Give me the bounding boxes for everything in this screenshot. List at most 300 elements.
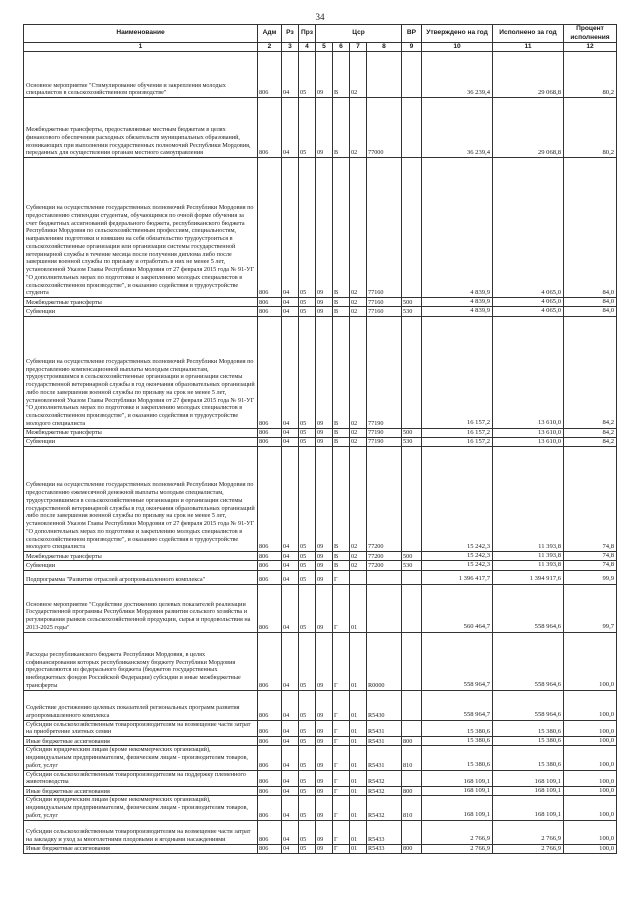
cell-rz: 04 — [282, 298, 299, 307]
cell-csr-1: 09 — [316, 770, 333, 787]
table-row — [24, 820, 617, 844]
cell-rz: 04 — [282, 737, 299, 746]
cell-csr-2: В — [333, 158, 350, 298]
cell-prz: 05 — [299, 561, 316, 570]
cell-approved: 36 239,4 — [422, 52, 493, 98]
cell-vr — [402, 158, 422, 298]
cell-csr-2: В — [333, 552, 350, 561]
col-number: 7 — [350, 43, 367, 52]
cell-name: Субсидии сельскохозяйственным товаропроизводителям на возмещение части затрат на приобретение элитных семян — [24, 720, 258, 737]
cell-csr-1: 09 — [316, 307, 333, 316]
cell-csr-3: 01 — [350, 844, 367, 853]
cell-executed: 11 393,8 — [493, 552, 564, 561]
cell-csr-2: Г — [333, 820, 350, 844]
cell-csr-1: 09 — [316, 561, 333, 570]
cell-executed: 2 766,9 — [493, 844, 564, 853]
cell-csr-4: R5432 — [367, 796, 402, 820]
cell-executed: 13 610,0 — [493, 437, 564, 446]
cell-name: Межбюджетные трансферты — [24, 298, 258, 307]
cell-prz: 05 — [299, 570, 316, 584]
cell-prz: 05 — [299, 844, 316, 853]
cell-csr-4: R5430 — [367, 690, 402, 720]
cell-csr-3: 01 — [350, 746, 367, 770]
cell-percent: 100,0 — [564, 737, 617, 746]
table-row — [24, 737, 617, 746]
cell-csr-3: 02 — [350, 552, 367, 561]
cell-percent: 84,2 — [564, 437, 617, 446]
cell-csr-1: 09 — [316, 746, 333, 770]
cell-vr — [402, 52, 422, 98]
cell-csr-4: R5431 — [367, 720, 402, 737]
cell-rz: 04 — [282, 746, 299, 770]
cell-csr-1: 09 — [316, 787, 333, 796]
cell-csr-3: 02 — [350, 98, 367, 158]
cell-executed: 15 380,6 — [493, 746, 564, 770]
cell-csr-4: 77200 — [367, 447, 402, 552]
cell-vr — [402, 98, 422, 158]
cell-rz: 04 — [282, 584, 299, 632]
cell-prz: 05 — [299, 447, 316, 552]
cell-csr-4: 77160 — [367, 307, 402, 316]
cell-prz: 05 — [299, 787, 316, 796]
cell-approved: 4 839,9 — [422, 298, 493, 307]
cell-adm: 806 — [258, 447, 282, 552]
cell-adm: 806 — [258, 632, 282, 690]
table-row — [24, 632, 617, 690]
cell-prz: 05 — [299, 298, 316, 307]
col-header-prz: Прз — [299, 25, 316, 43]
cell-csr-3: 02 — [350, 447, 367, 552]
cell-csr-4: 77190 — [367, 316, 402, 428]
cell-csr-4: R5433 — [367, 844, 402, 853]
cell-name: Иные бюджетные ассигнования — [24, 787, 258, 796]
cell-csr-2: В — [333, 52, 350, 98]
cell-vr: 500 — [402, 298, 422, 307]
cell-name: Основное мероприятие "Стимулирование обучения и закрепления молодых специалистов в сельскохозяйственном производстве" — [24, 52, 258, 98]
cell-adm: 806 — [258, 796, 282, 820]
cell-prz: 05 — [299, 98, 316, 158]
cell-csr-3: 02 — [350, 298, 367, 307]
cell-csr-2: Г — [333, 844, 350, 853]
cell-percent: 84,0 — [564, 298, 617, 307]
cell-rz: 04 — [282, 632, 299, 690]
cell-csr-2: В — [333, 98, 350, 158]
cell-prz: 05 — [299, 428, 316, 437]
cell-executed: 2 766,9 — [493, 820, 564, 844]
cell-csr-1: 09 — [316, 437, 333, 446]
cell-approved: 4 839,9 — [422, 158, 493, 298]
cell-vr: 800 — [402, 787, 422, 796]
cell-approved: 1 396 417,7 — [422, 570, 493, 584]
cell-csr-3: 02 — [350, 158, 367, 298]
cell-vr: 500 — [402, 552, 422, 561]
cell-approved: 2 766,9 — [422, 844, 493, 853]
cell-percent: 74,8 — [564, 561, 617, 570]
cell-name: Субсидии юридическим лицам (кроме некоммерческих организаций), индивидуальным предпринимателям, физическим лицам - производителям товаров, работ, услуг — [24, 746, 258, 770]
cell-csr-3 — [350, 570, 367, 584]
cell-approved: 558 964,7 — [422, 690, 493, 720]
cell-executed: 168 109,1 — [493, 770, 564, 787]
cell-csr-2: Г — [333, 690, 350, 720]
table-row — [24, 98, 617, 158]
col-number: 8 — [367, 43, 402, 52]
cell-name: Субвенции на осуществление государственных полномочий Республики Мордовия по предоставлению стипендии студентам, обучающимся по очной форме обучения за счет бюджетных ассигнований федерального бюджета, республиканского бюджета Республики Мордовия по сельскохозяйственным профессиям, специальностям, направлениям подготовки и взявшим на себя обязательство трудоустроиться в сельскохозяйственные организации или организации системы государственной ветеринарной службы в течение месяца после получения диплома либо после завершения военной службы по призыву и отработать в них не менее 5 лет, установленной Указом Главы Республики Мордовия от 27 февраля 2015 года № 91-УГ "О дополнительных мерах по подготовке и закреплению молодых специалистов в сельскохозяйственном производстве", и оказанию содействия в трудоустройстве студента — [24, 158, 258, 298]
cell-csr-1: 09 — [316, 844, 333, 853]
cell-adm: 806 — [258, 690, 282, 720]
table-row — [24, 316, 617, 428]
cell-csr-1: 09 — [316, 632, 333, 690]
cell-executed: 11 393,8 — [493, 447, 564, 552]
cell-approved: 15 242,3 — [422, 561, 493, 570]
cell-executed: 4 065,0 — [493, 158, 564, 298]
col-number: 9 — [402, 43, 422, 52]
cell-csr-1: 09 — [316, 98, 333, 158]
cell-adm: 806 — [258, 844, 282, 853]
cell-csr-4: 77160 — [367, 158, 402, 298]
cell-adm: 806 — [258, 561, 282, 570]
cell-rz: 04 — [282, 820, 299, 844]
cell-percent: 99,7 — [564, 584, 617, 632]
cell-csr-1: 09 — [316, 158, 333, 298]
cell-adm: 806 — [258, 787, 282, 796]
table-row — [24, 787, 617, 796]
cell-csr-2: В — [333, 437, 350, 446]
cell-vr: 530 — [402, 437, 422, 446]
cell-vr — [402, 820, 422, 844]
col-number: 1 — [24, 43, 258, 52]
cell-csr-2: В — [333, 307, 350, 316]
cell-prz: 05 — [299, 737, 316, 746]
cell-csr-1: 09 — [316, 737, 333, 746]
table-row — [24, 561, 617, 570]
cell-name: Субсидии сельскохозяйственным товаропроизводителям на возмещение части затрат на закладку и уход за многолетними плодовыми и ягодными насаждениями — [24, 820, 258, 844]
cell-csr-2: Г — [333, 746, 350, 770]
cell-csr-1: 09 — [316, 52, 333, 98]
col-header-vr: ВР — [402, 25, 422, 43]
cell-csr-2: Г — [333, 737, 350, 746]
cell-rz: 04 — [282, 844, 299, 853]
table-row — [24, 158, 617, 298]
cell-csr-4: R5433 — [367, 820, 402, 844]
cell-adm: 806 — [258, 552, 282, 561]
cell-csr-1: 09 — [316, 820, 333, 844]
cell-rz: 04 — [282, 561, 299, 570]
col-number: 11 — [493, 43, 564, 52]
cell-vr: 530 — [402, 307, 422, 316]
col-number: 2 — [258, 43, 282, 52]
table-row — [24, 298, 617, 307]
cell-name: Иные бюджетные ассигнования — [24, 737, 258, 746]
cell-adm: 806 — [258, 820, 282, 844]
cell-csr-1: 09 — [316, 584, 333, 632]
cell-csr-1: 09 — [316, 796, 333, 820]
header-row — [24, 25, 617, 43]
cell-approved: 16 157,2 — [422, 428, 493, 437]
cell-approved: 168 109,1 — [422, 787, 493, 796]
col-header-executed: Исполнено за год — [493, 25, 564, 43]
cell-rz: 04 — [282, 307, 299, 316]
cell-csr-4: 77160 — [367, 298, 402, 307]
table-row — [24, 570, 617, 584]
cell-csr-4: 77200 — [367, 561, 402, 570]
cell-csr-1: 09 — [316, 428, 333, 437]
cell-adm: 806 — [258, 316, 282, 428]
cell-vr — [402, 316, 422, 428]
cell-adm: 806 — [258, 298, 282, 307]
cell-vr — [402, 720, 422, 737]
cell-csr-1: 09 — [316, 298, 333, 307]
cell-prz: 05 — [299, 796, 316, 820]
cell-csr-4: 77190 — [367, 437, 402, 446]
cell-csr-2: Г — [333, 787, 350, 796]
cell-executed: 13 610,0 — [493, 316, 564, 428]
cell-adm: 806 — [258, 584, 282, 632]
cell-percent: 100,0 — [564, 632, 617, 690]
cell-csr-4: R5431 — [367, 746, 402, 770]
cell-prz: 05 — [299, 770, 316, 787]
cell-csr-2: В — [333, 316, 350, 428]
cell-csr-1: 09 — [316, 720, 333, 737]
cell-rz: 04 — [282, 428, 299, 437]
table-row — [24, 746, 617, 770]
cell-adm: 806 — [258, 720, 282, 737]
table-row — [24, 584, 617, 632]
cell-executed: 558 964,6 — [493, 690, 564, 720]
cell-csr-4: 77200 — [367, 552, 402, 561]
cell-percent: 80,2 — [564, 52, 617, 98]
cell-vr: 800 — [402, 844, 422, 853]
cell-rz: 04 — [282, 158, 299, 298]
cell-percent: 100,0 — [564, 820, 617, 844]
cell-percent: 100,0 — [564, 720, 617, 737]
cell-csr-4: R5431 — [367, 737, 402, 746]
cell-name: Субсидии сельскохозяйственным товаропроизводителям на поддержку племенного животноводства — [24, 770, 258, 787]
cell-csr-3: 02 — [350, 428, 367, 437]
cell-approved: 15 380,6 — [422, 737, 493, 746]
cell-approved: 558 964,7 — [422, 632, 493, 690]
cell-rz: 04 — [282, 796, 299, 820]
cell-name: Межбюджетные трансферты — [24, 428, 258, 437]
cell-percent: 84,0 — [564, 158, 617, 298]
cell-approved: 560 464,7 — [422, 584, 493, 632]
cell-name: Основное мероприятие "Содействие достижению целевых показателей реализации Государственной программы Республики Мордовия развития сельского хозяйства и регулирования рынков сельскохозяйственной продукции, сырья и продовольствия на 2013-2025 годы" — [24, 584, 258, 632]
cell-prz: 05 — [299, 307, 316, 316]
cell-vr: 810 — [402, 746, 422, 770]
cell-csr-1: 09 — [316, 552, 333, 561]
cell-percent: 84,2 — [564, 428, 617, 437]
cell-name: Субвенции на осуществление государственных полномочий Республики Мордовия по предоставлению ежемесячной денежной выплаты молодым специалистам, трудоустроившимся в сельскохозяйственные организации и организации системы государственной ветеринарной службы в год окончания образовательных организаций либо после завершения военной службы по призыву на срок не менее 5 лет, установленной Указом Главы Республики Мордовия от 27 февраля 2015 года № 91-УГ "О дополнительных мерах по подготовке и закреплению молодых специалистов в сельскохозяйственном производстве", и оказанию содействия в трудоустройстве молодого специалиста — [24, 447, 258, 552]
cell-name: Субвенции — [24, 561, 258, 570]
cell-executed: 29 068,8 — [493, 98, 564, 158]
cell-csr-1: 09 — [316, 690, 333, 720]
cell-name: Подпрограмма "Развитие отраслей агропромышленного комплекса" — [24, 570, 258, 584]
column-number-row — [24, 43, 617, 52]
cell-vr — [402, 447, 422, 552]
cell-vr — [402, 690, 422, 720]
cell-csr-3: 01 — [350, 820, 367, 844]
cell-percent: 84,0 — [564, 307, 617, 316]
cell-name: Иные бюджетные ассигнования — [24, 844, 258, 853]
cell-percent: 100,0 — [564, 770, 617, 787]
cell-rz: 04 — [282, 316, 299, 428]
col-number: 12 — [564, 43, 617, 52]
cell-name: Субвенции — [24, 307, 258, 316]
cell-approved: 15 242,3 — [422, 552, 493, 561]
col-header-rz: Рз — [282, 25, 299, 43]
cell-adm: 806 — [258, 52, 282, 98]
cell-csr-3: 01 — [350, 737, 367, 746]
cell-csr-2: Г — [333, 720, 350, 737]
cell-approved: 2 766,9 — [422, 820, 493, 844]
cell-approved: 168 109,1 — [422, 796, 493, 820]
cell-csr-4: R5432 — [367, 787, 402, 796]
cell-rz: 04 — [282, 720, 299, 737]
cell-adm: 806 — [258, 158, 282, 298]
cell-percent: 100,0 — [564, 796, 617, 820]
cell-executed: 168 109,1 — [493, 796, 564, 820]
cell-adm: 806 — [258, 746, 282, 770]
cell-name: Субвенции — [24, 437, 258, 446]
cell-rz: 04 — [282, 552, 299, 561]
cell-rz: 04 — [282, 98, 299, 158]
table-row — [24, 844, 617, 853]
table-row — [24, 690, 617, 720]
cell-executed: 558 964,6 — [493, 584, 564, 632]
cell-percent: 74,8 — [564, 447, 617, 552]
cell-name: Межбюджетные трансферты — [24, 552, 258, 561]
cell-vr: 500 — [402, 428, 422, 437]
table-body — [24, 52, 617, 854]
cell-vr — [402, 770, 422, 787]
cell-prz: 05 — [299, 632, 316, 690]
cell-rz: 04 — [282, 437, 299, 446]
cell-adm: 806 — [258, 770, 282, 787]
cell-name: Расходы республиканского бюджета Республики Мордовия, в целях софинансирования которых республиканскому бюджету Республики Мордовия предоставляются из федерального бюджета (бюджетов государственных внебюджетных фондов Российской Федерации) субсидии и иные межбюджетные трансферты — [24, 632, 258, 690]
col-header-adm: Адм — [258, 25, 282, 43]
col-number: 10 — [422, 43, 493, 52]
cell-rz: 04 — [282, 570, 299, 584]
cell-adm: 806 — [258, 307, 282, 316]
cell-csr-3: 01 — [350, 690, 367, 720]
cell-vr — [402, 584, 422, 632]
cell-csr-1: 09 — [316, 447, 333, 552]
cell-rz: 04 — [282, 447, 299, 552]
table-row — [24, 720, 617, 737]
table-row — [24, 52, 617, 98]
cell-vr: 810 — [402, 796, 422, 820]
col-header-percent: Процент исполнения — [564, 25, 617, 43]
cell-vr — [402, 632, 422, 690]
cell-vr: 800 — [402, 737, 422, 746]
cell-csr-1: 09 — [316, 316, 333, 428]
cell-executed: 13 610,0 — [493, 428, 564, 437]
cell-percent: 100,0 — [564, 690, 617, 720]
table-row — [24, 552, 617, 561]
cell-csr-3: 02 — [350, 307, 367, 316]
cell-executed: 1 394 917,6 — [493, 570, 564, 584]
cell-executed: 4 065,0 — [493, 307, 564, 316]
cell-csr-3: 01 — [350, 787, 367, 796]
cell-name: Субвенции на осуществление государственных полномочий Республики Мордовия по предоставлению компенсационной выплаты молодым специалистам, трудоустроившимся в сельскохозяйственные организации и организации системы государственной ветеринарной службы в год окончания образовательных организаций либо после завершения военной службы по призыву на срок не менее 5 лет, установленной Указом Главы Республики Мордовия от 27 февраля 2015 года № 91-УГ "О дополнительных мерах по подготовке и закреплению молодых специалистов в сельскохозяйственном производстве", и оказанию содействия в трудоустройстве молодого специалиста — [24, 316, 258, 428]
cell-csr-2: В — [333, 561, 350, 570]
cell-prz: 05 — [299, 437, 316, 446]
cell-csr-2: Г — [333, 770, 350, 787]
cell-csr-3: 01 — [350, 796, 367, 820]
cell-adm: 806 — [258, 437, 282, 446]
cell-csr-3: 01 — [350, 720, 367, 737]
table-row — [24, 307, 617, 316]
cell-rz: 04 — [282, 770, 299, 787]
table-row — [24, 447, 617, 552]
col-header-csr: Цср — [316, 25, 402, 43]
col-number: 6 — [333, 43, 350, 52]
cell-percent: 99,9 — [564, 570, 617, 584]
cell-percent: 100,0 — [564, 844, 617, 853]
cell-adm: 806 — [258, 737, 282, 746]
cell-csr-4 — [367, 570, 402, 584]
cell-executed: 15 380,6 — [493, 720, 564, 737]
table-row — [24, 437, 617, 446]
table-row — [24, 770, 617, 787]
cell-prz: 05 — [299, 746, 316, 770]
cell-csr-2: Г — [333, 632, 350, 690]
cell-adm: 806 — [258, 428, 282, 437]
cell-csr-4: R5432 — [367, 770, 402, 787]
cell-csr-2: Г — [333, 570, 350, 584]
cell-approved: 15 242,3 — [422, 447, 493, 552]
cell-csr-2: В — [333, 428, 350, 437]
cell-csr-4 — [367, 52, 402, 98]
cell-csr-2: В — [333, 298, 350, 307]
cell-csr-3: 02 — [350, 52, 367, 98]
cell-prz: 05 — [299, 720, 316, 737]
cell-vr: 530 — [402, 561, 422, 570]
budget-table — [23, 24, 617, 854]
cell-executed: 15 380,6 — [493, 737, 564, 746]
col-header-approved: Утверждено на год — [422, 25, 493, 43]
cell-executed: 11 393,8 — [493, 561, 564, 570]
cell-csr-3: 01 — [350, 770, 367, 787]
cell-csr-4 — [367, 584, 402, 632]
cell-csr-3: 02 — [350, 316, 367, 428]
cell-approved: 4 839,9 — [422, 307, 493, 316]
cell-percent: 100,0 — [564, 787, 617, 796]
cell-csr-3: 01 — [350, 584, 367, 632]
cell-csr-3: 01 — [350, 632, 367, 690]
cell-name: Субсидии юридическим лицам (кроме некоммерческих организаций), индивидуальным предпринимателям, физическим лицам - производителям товаров, работ, услуг — [24, 796, 258, 820]
cell-prz: 05 — [299, 552, 316, 561]
cell-prz: 05 — [299, 820, 316, 844]
table-row — [24, 796, 617, 820]
cell-prz: 05 — [299, 158, 316, 298]
cell-rz: 04 — [282, 787, 299, 796]
col-number: 3 — [282, 43, 299, 52]
cell-vr — [402, 570, 422, 584]
col-number: 5 — [316, 43, 333, 52]
cell-csr-2: В — [333, 447, 350, 552]
cell-csr-2: Г — [333, 584, 350, 632]
cell-csr-4: R0000 — [367, 632, 402, 690]
cell-csr-3: 02 — [350, 437, 367, 446]
cell-adm: 806 — [258, 98, 282, 158]
cell-csr-4: 77000 — [367, 98, 402, 158]
cell-csr-1: 09 — [316, 570, 333, 584]
table-row — [24, 428, 617, 437]
cell-csr-3: 02 — [350, 561, 367, 570]
cell-percent: 80,2 — [564, 98, 617, 158]
cell-approved: 36 239,4 — [422, 98, 493, 158]
cell-name: Межбюджетные трансферты, предоставляемые местным бюджетам в целях финансового обеспечения расходных обязательств муниципальных образований, возникающих при выполнении государственных полномочий Республики Мордовия, переданных для осуществления органам местного самоуправления — [24, 98, 258, 158]
